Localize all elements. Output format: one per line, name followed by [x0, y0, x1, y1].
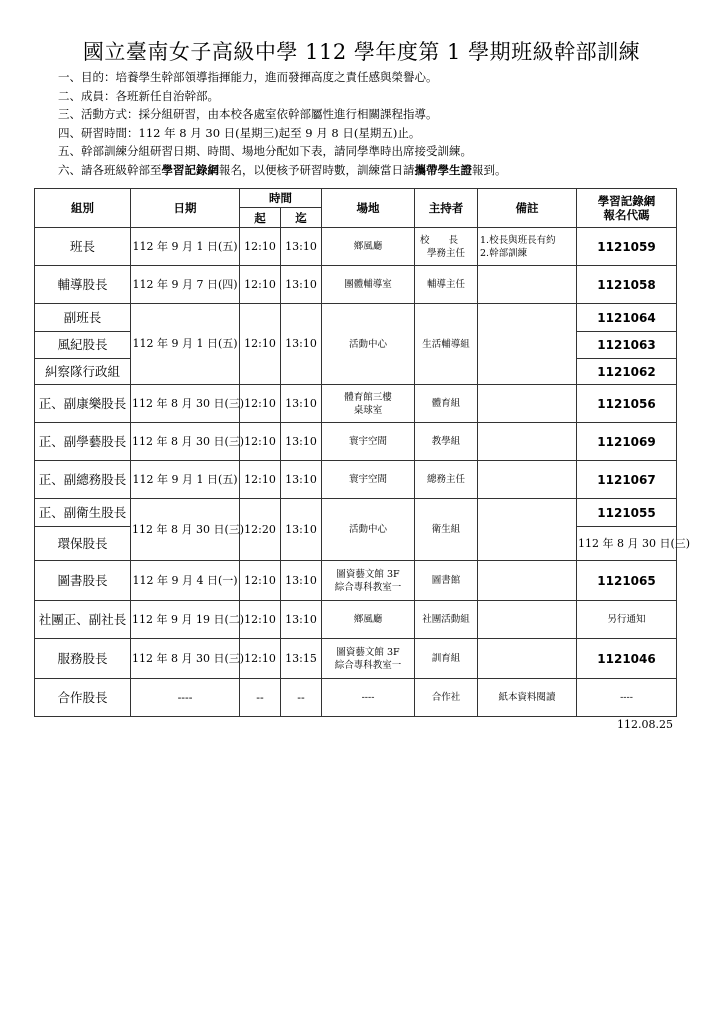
group-cell: 正、副總務股長 — [35, 461, 131, 499]
venue-cell-line: 寰宇空間 — [348, 474, 387, 485]
header-time: 時間 — [240, 189, 322, 208]
venue-cell — [322, 266, 415, 304]
end-time-cell: 13:10 — [281, 601, 322, 639]
start-time-cell: 12:10 — [240, 601, 281, 639]
host-cell — [415, 639, 478, 679]
header-group: 組別 — [35, 189, 131, 228]
note-cell — [478, 266, 577, 304]
group-cell: 正、副學藝股長 — [35, 423, 131, 461]
venue-cell — [322, 499, 415, 561]
note-cell — [478, 304, 577, 385]
note-cell — [478, 601, 577, 639]
intro-text: 二、成員：各班新任自治幹部。 — [58, 88, 219, 103]
group-cell: 正、副康樂股長 — [35, 385, 131, 423]
start-time-cell: 12:10 — [240, 561, 281, 601]
start-time-cell: 12:10 — [240, 266, 281, 304]
intro-text: 報名，以便核予研習時數，訓練當日請 — [219, 162, 415, 177]
host-cell — [415, 228, 478, 266]
group-cell: 圖書股長 — [35, 561, 131, 601]
venue-cell-line: 鄉風廳 — [353, 614, 383, 625]
intro-emphasis: 學習記錄網 — [161, 162, 219, 177]
header-code — [577, 189, 677, 228]
header-note: 備註 — [478, 189, 577, 228]
footer-date: 112.08.25 — [617, 718, 673, 731]
table-row — [35, 423, 677, 461]
start-time-cell: -- — [240, 679, 281, 717]
venue-cell-line: 圖資藝文館 3F — [336, 646, 400, 658]
intro-text: 五、幹部訓練分組研習日期、時間、場地分配如下表，請同學準時出席接受訓練。 — [58, 144, 472, 159]
note-cell — [478, 423, 577, 461]
end-time-cell: -- — [281, 679, 322, 717]
host-cell — [415, 561, 478, 601]
host-cell-line: 教學組 — [431, 436, 461, 447]
header-host: 主持者 — [415, 189, 478, 228]
table-row — [35, 266, 677, 304]
group-cell: 環保股長 — [35, 527, 131, 561]
venue-cell-line: 鄉風廳 — [353, 241, 383, 252]
host-cell — [415, 461, 478, 499]
host-cell — [415, 499, 478, 561]
venue-cell — [322, 228, 415, 266]
venue-cell-line: 桌球室 — [353, 404, 383, 416]
venue-cell — [322, 385, 415, 423]
registration-code-cell: 1121059 — [577, 228, 677, 266]
table-row — [35, 228, 677, 266]
registration-code-cell: 1121062 — [577, 359, 677, 385]
intro-text: 六、請各班級幹部至 — [58, 162, 162, 177]
registration-code-cell: 1121058 — [577, 266, 677, 304]
host-cell — [415, 679, 478, 717]
note-cell — [478, 228, 577, 266]
host-cell — [415, 423, 478, 461]
host-cell-line: 圖書館 — [431, 575, 461, 586]
venue-cell-line: 團體輔導室 — [344, 279, 392, 290]
intro-item — [58, 161, 507, 180]
start-time-cell: 12:10 — [240, 304, 281, 385]
venue-cell — [322, 423, 415, 461]
document-title: 國立臺南女子高級中學 112 學年度第 1 學期班級幹部訓練 — [82, 40, 641, 64]
end-time-cell: 13:10 — [281, 499, 322, 561]
note-cell — [478, 639, 577, 679]
date-cell: 112 年 9 月 1 日(五) — [131, 304, 240, 385]
training-schedule-table — [34, 188, 691, 717]
host-cell-line: 生活輔導組 — [422, 338, 470, 350]
end-time-cell: 13:10 — [281, 561, 322, 601]
table-row — [35, 561, 677, 601]
header-venue: 場地 — [322, 189, 415, 228]
registration-code-cell: 1121055 — [577, 499, 677, 527]
date-cell: 112 年 8 月 30 日(三) — [577, 527, 677, 561]
venue-cell-line: 綜合專科教室一 — [334, 581, 402, 593]
table-row — [35, 679, 677, 717]
intro-item — [58, 142, 507, 161]
start-time-cell: 12:10 — [240, 423, 281, 461]
host-cell — [415, 304, 478, 385]
registration-code-cell: ---- — [577, 679, 677, 717]
venue-cell — [322, 639, 415, 679]
host-cell — [415, 266, 478, 304]
end-time-cell: 13:10 — [281, 385, 322, 423]
start-time-cell: 12:20 — [240, 499, 281, 561]
host-cell-line: 訓育組 — [431, 653, 461, 664]
intro-item — [58, 124, 507, 143]
table-row — [35, 304, 677, 332]
date-cell: ---- — [131, 679, 240, 717]
date-cell: 112 年 8 月 30 日(三) — [131, 639, 240, 679]
host-cell-line: 社團活動組 — [422, 614, 470, 625]
note-cell — [478, 499, 577, 561]
end-time-cell: 13:10 — [281, 423, 322, 461]
start-time-cell: 12:10 — [240, 228, 281, 266]
host-cell — [415, 385, 478, 423]
venue-cell — [322, 601, 415, 639]
note-cell — [478, 461, 577, 499]
group-cell: 班長 — [35, 228, 131, 266]
date-cell: 112 年 9 月 1 日(五) — [131, 228, 240, 266]
table-row — [35, 601, 677, 639]
end-time-cell: 13:10 — [281, 228, 322, 266]
note-cell-line: 紙本資料閱讀 — [498, 692, 556, 703]
group-cell: 糾察隊行政組 — [35, 359, 131, 385]
venue-cell — [322, 304, 415, 385]
date-cell: 112 年 8 月 30 日(三) — [131, 499, 240, 561]
end-time-cell: 13:15 — [281, 639, 322, 679]
group-cell: 合作股長 — [35, 679, 131, 717]
intro-text: 三、活動方式：採分組研習，由本校各處室依幹部屬性進行相關課程指導。 — [58, 107, 438, 122]
venue-cell-line: 活動中心 — [348, 338, 387, 350]
intro-item — [58, 68, 507, 87]
host-cell-line: 衛生組 — [431, 524, 461, 535]
registration-code-cell: 1121064 — [577, 304, 677, 332]
intro-item — [58, 105, 507, 124]
host-cell — [415, 601, 478, 639]
date-cell: 112 年 9 月 7 日(四) — [131, 266, 240, 304]
note-cell — [478, 385, 577, 423]
table-row — [35, 499, 677, 527]
header-date: 日期 — [131, 189, 240, 228]
venue-cell — [322, 679, 415, 717]
registration-code-cell: 1121067 — [577, 461, 677, 499]
group-cell: 服務股長 — [35, 639, 131, 679]
host-cell-line: 合作社 — [431, 692, 461, 703]
venue-cell-line: ---- — [361, 692, 375, 703]
group-cell: 風紀股長 — [35, 332, 131, 359]
intro-emphasis: 攜帶學生證 — [414, 162, 472, 177]
date-cell: 112 年 8 月 30 日(三) — [131, 385, 240, 423]
start-time-cell: 12:10 — [240, 385, 281, 423]
date-cell: 112 年 8 月 30 日(三) — [131, 423, 240, 461]
registration-code-cell: 1121065 — [577, 561, 677, 601]
start-time-cell: 12:10 — [240, 639, 281, 679]
registration-code-cell: 另行通知 — [577, 601, 677, 639]
registration-code-cell: 1121056 — [577, 385, 677, 423]
date-cell: 112 年 9 月 1 日(五) — [131, 461, 240, 499]
host-cell-line: 輔導主任 — [426, 279, 465, 290]
group-cell: 輔導股長 — [35, 266, 131, 304]
venue-cell-line: 寰宇空間 — [348, 436, 387, 447]
intro-text: 四、研習時間：112 年 8 月 30 日(星期三)起至 9 月 8 日(星期五)止。 — [58, 125, 421, 140]
end-time-cell: 13:10 — [281, 266, 322, 304]
date-cell: 112 年 9 月 4 日(一) — [131, 561, 240, 601]
host-cell-line: 學務主任 — [426, 247, 465, 259]
table-row — [35, 461, 677, 499]
end-time-cell: 13:10 — [281, 304, 322, 385]
note-cell — [478, 679, 577, 717]
host-cell-line: 總務主任 — [426, 474, 465, 485]
intro-list — [58, 68, 507, 180]
venue-cell-line: 圖資藝文館 3F — [336, 568, 400, 580]
group-cell: 社團正、副社長 — [35, 601, 131, 639]
host-cell-line: 體育組 — [431, 398, 461, 409]
table-body — [35, 228, 691, 717]
host-cell-line: 校 長 — [420, 234, 459, 246]
intro-item — [58, 87, 507, 106]
note-cell-line: 2.幹部訓練 — [480, 247, 528, 259]
venue-cell-line: 綜合專科教室一 — [334, 659, 402, 671]
group-cell: 副班長 — [35, 304, 131, 332]
intro-text: 報到。 — [472, 162, 507, 177]
venue-cell-line: 體育館三樓 — [344, 391, 392, 403]
table-row — [35, 639, 677, 679]
note-cell-line: 1.校長與班長有約 — [480, 234, 556, 246]
header-code-line: 學習記錄網 — [597, 194, 656, 208]
venue-cell — [322, 561, 415, 601]
header-start: 起 — [240, 208, 281, 228]
venue-cell — [322, 461, 415, 499]
intro-text: 一、目的：培養學生幹部領導指揮能力，進而發揮高度之責任感與榮譽心。 — [58, 70, 438, 84]
registration-code-cell: 1121069 — [577, 423, 677, 461]
header-code-line: 報名代碼 — [603, 208, 650, 222]
venue-cell-line: 活動中心 — [348, 524, 387, 535]
header-end: 迄 — [281, 208, 322, 228]
registration-code-cell: 1121046 — [577, 639, 677, 679]
group-cell: 正、副衛生股長 — [35, 499, 131, 527]
start-time-cell: 12:10 — [240, 461, 281, 499]
end-time-cell: 13:10 — [281, 461, 322, 499]
note-cell — [478, 561, 577, 601]
date-cell: 112 年 9 月 19 日(二) — [131, 601, 240, 639]
table-row — [35, 385, 677, 423]
registration-code-cell: 1121063 — [577, 332, 677, 359]
